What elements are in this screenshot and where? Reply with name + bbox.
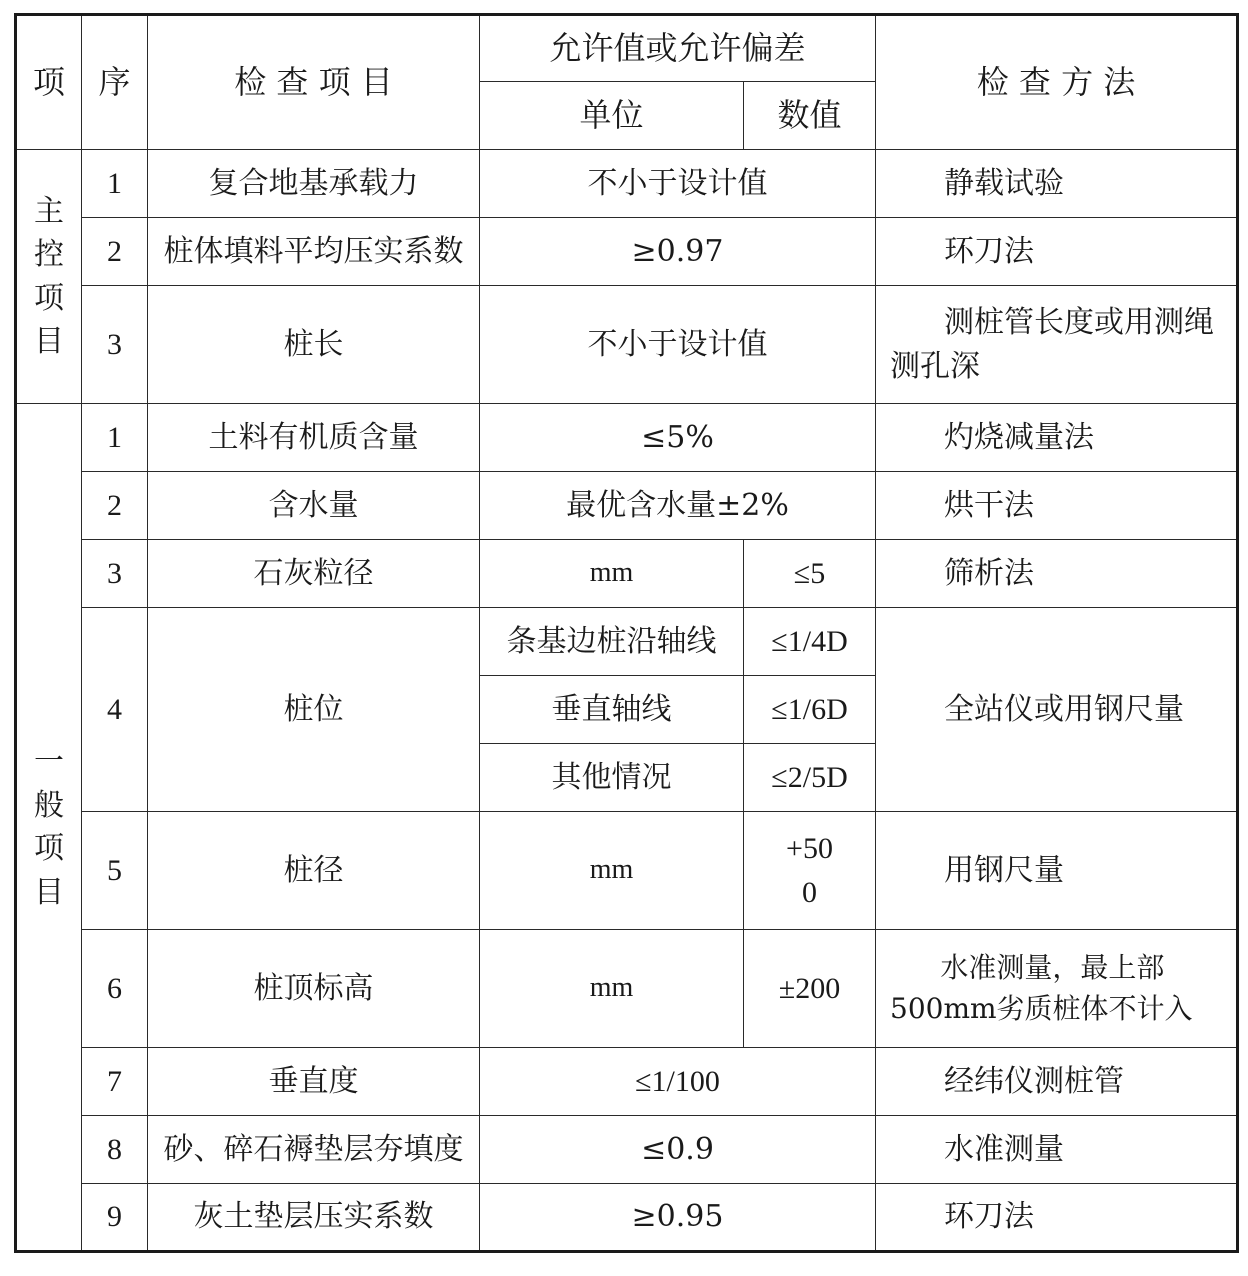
row-method: 筛析法 [876,540,1238,608]
row-allow: ≤0.9 [480,1116,876,1184]
general-label-text: 一般项目 [34,744,64,910]
table-row [16,1116,1238,1184]
row-sub-unit: 其他情况 [480,744,744,812]
inspection-table [14,13,1239,1253]
table-row [16,930,1238,1048]
row-no: 7 [82,1048,148,1116]
row-unit: mm [480,540,744,608]
header-value: 数值 [744,82,876,150]
table-row [16,150,1238,218]
row-allow: ≤1/100 [480,1048,876,1116]
table-row [16,1048,1238,1116]
row-no: 2 [82,218,148,286]
row-item: 桩径 [148,812,480,930]
row-method: 灼烧减量法 [876,404,1238,472]
row-no: 3 [82,286,148,404]
row-item: 土料有机质含量 [148,404,480,472]
row-method: 烘干法 [876,472,1238,540]
row-method: 经纬仪测桩管 [876,1048,1238,1116]
row-no: 4 [82,608,148,812]
row-no: 6 [82,930,148,1048]
row-unit: mm [480,930,744,1048]
row-sub-value: ≤1/6D [744,676,876,744]
row-no: 1 [82,404,148,472]
row-no: 8 [82,1116,148,1184]
row-item: 砂、碎石褥垫层夯填度 [148,1116,480,1184]
row-sub-unit: 垂直轴线 [480,676,744,744]
row-allow: 不小于设计值 [480,150,876,218]
row-method: 静载试验 [876,150,1238,218]
table-row [16,472,1238,540]
row-allow: ≤5% [480,404,876,472]
row-method: 测桩管长度或用测绳测孔深 [876,286,1238,404]
row-item: 石灰粒径 [148,540,480,608]
row-no: 3 [82,540,148,608]
row-method: 环刀法 [876,218,1238,286]
main-control-label [16,150,82,404]
row-item: 复合地基承载力 [148,150,480,218]
row-item: 含水量 [148,472,480,540]
table-row [16,286,1238,404]
header-unit: 单位 [480,82,744,150]
table-row [16,1184,1238,1252]
row-item: 桩体填料平均压实系数 [148,218,480,286]
row-sub-value: ≤1/4D [744,608,876,676]
table-row [16,218,1238,286]
header-category: 项 [16,15,82,150]
row-method: 全站仪或用钢尺量 [876,608,1238,812]
row-value: ±200 [744,930,876,1048]
row-item: 桩位 [148,608,480,812]
table-row [16,608,1238,676]
value-upper: +50 [786,832,833,865]
header-item: 检 查 项 目 [148,15,480,150]
row-no: 5 [82,812,148,930]
header-row-1 [16,15,1238,82]
table-row [16,404,1238,472]
row-method: 水准测量，最上部500mm劣质桩体不计入 [876,930,1238,1048]
row-item: 桩长 [148,286,480,404]
header-method: 检 查 方 法 [876,15,1238,150]
row-item: 垂直度 [148,1048,480,1116]
row-item: 灰土垫层压实系数 [148,1184,480,1252]
table-row [16,540,1238,608]
row-allow: ≥0.95 [480,1184,876,1252]
row-allow: ≥0.97 [480,218,876,286]
row-method: 用钢尺量 [876,812,1238,930]
header-allow: 允许值或允许偏差 [480,15,876,82]
row-no: 9 [82,1184,148,1252]
row-sub-value: ≤2/5D [744,744,876,812]
row-sub-unit: 条基边桩沿轴线 [480,608,744,676]
row-method: 水准测量 [876,1116,1238,1184]
table-row [16,812,1238,930]
row-unit: mm [480,812,744,930]
header-no: 序 [82,15,148,150]
row-no: 1 [82,150,148,218]
row-item: 桩顶标高 [148,930,480,1048]
general-label [16,404,82,1252]
row-allow: 最优含水量±2% [480,472,876,540]
row-value: ≤5 [744,540,876,608]
value-lower: 0 [802,875,817,909]
row-value-tolerance [744,812,876,930]
main-control-label-text: 主控项目 [34,193,64,359]
row-method: 环刀法 [876,1184,1238,1252]
row-allow: 不小于设计值 [480,286,876,404]
row-no: 2 [82,472,148,540]
